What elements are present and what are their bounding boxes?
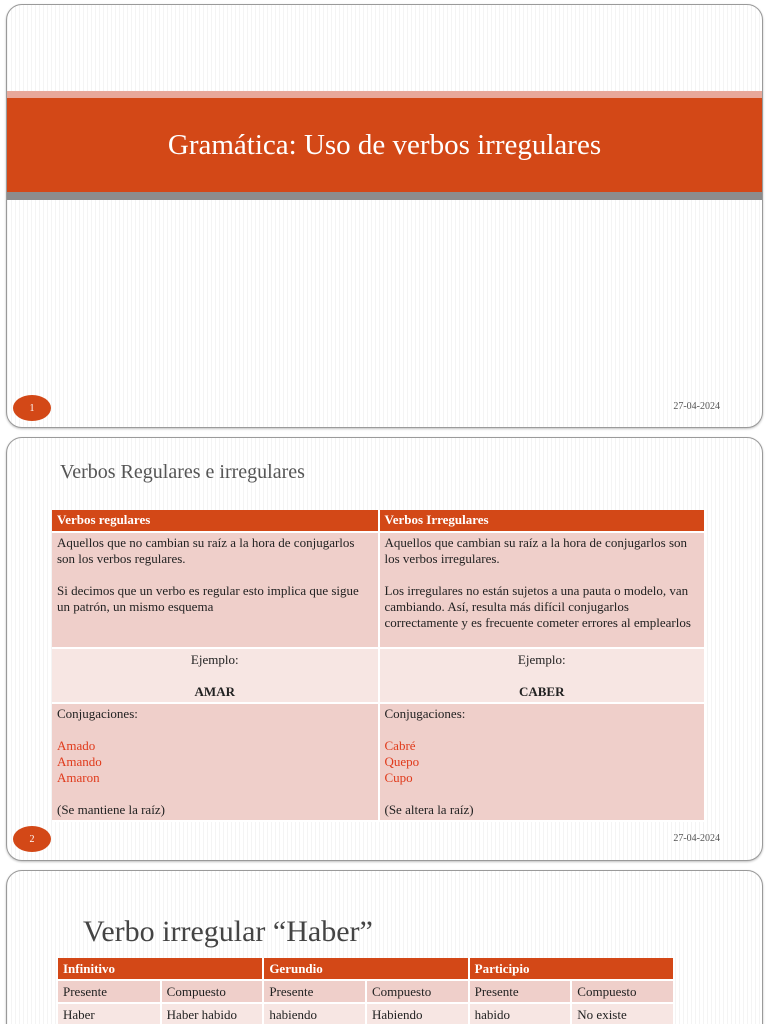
slide-2-title: Verbos Regulares e irregulares (60, 461, 305, 483)
regular-conjugation: Amado (57, 738, 96, 753)
header-regular: Verbos regulares (52, 510, 379, 532)
irregular-conjugation: Cabré (384, 738, 416, 753)
regular-conjugation: Amando (57, 754, 102, 769)
irregular-example-label: Ejemplo: (517, 652, 566, 667)
regular-conjugation: Amaron (57, 770, 100, 785)
table-cell: Habiendo (366, 1003, 469, 1024)
irregular-conjugation: Cupo (384, 770, 413, 785)
title-band-top-stripe (7, 91, 762, 98)
regular-example-cell (52, 648, 379, 703)
irregular-example-cell (379, 648, 706, 703)
irregular-conjugation: Quepo (384, 754, 420, 769)
table-row (58, 980, 674, 1003)
table-cell: Haber habido (161, 1003, 264, 1024)
slide-2[interactable] (6, 437, 763, 861)
irregular-definition-2: Los irregulares no están sujetos a una pauta o modelo, van cambiando. Así, resulta más difícil conjugarlos correctamente y es frecuente cometer errores al emplearlos (384, 583, 691, 630)
irregular-definition-cell (379, 532, 706, 648)
slide-3[interactable] (6, 870, 763, 1024)
table-cell: Compuesto (161, 980, 264, 1003)
table-cell: Presente (58, 980, 161, 1003)
header-irregular: Verbos Irregulares (379, 510, 706, 532)
table-cell: Compuesto (366, 980, 469, 1003)
table-row (52, 532, 705, 648)
regular-example-label: Ejemplo: (190, 652, 239, 667)
slide-1-title: Gramática: Uso de verbos irregulares (167, 128, 602, 161)
slide-1[interactable] (6, 4, 763, 428)
table-row (52, 703, 705, 821)
regular-example-verb: AMAR (194, 684, 235, 699)
haber-table (58, 958, 675, 1024)
table-cell: Compuesto (571, 980, 674, 1003)
irregular-conjugations-cell (379, 703, 706, 821)
regular-note: (Se mantiene la raíz) (57, 802, 165, 817)
table-cell: habido (469, 1003, 572, 1024)
irregular-example-verb: CABER (518, 684, 565, 699)
table-cell: Presente (263, 980, 366, 1003)
table-cell: No existe (571, 1003, 674, 1024)
page-number-badge: 2 (13, 826, 51, 852)
irregular-definition-1: Aquellos que cambian su raíz a la hora de conjugarlos son los verbos irregulares. (384, 535, 688, 566)
slide-date: 27-04-2024 (673, 401, 720, 412)
page-number-badge: 1 (13, 395, 51, 421)
regular-definition-cell (52, 532, 379, 648)
table-cell: Presente (469, 980, 572, 1003)
table-cell: Haber (58, 1003, 161, 1024)
title-band (7, 98, 762, 192)
slide-3-title: Verbo irregular “Haber” (83, 915, 373, 948)
table-cell: habiendo (263, 1003, 366, 1024)
regular-definition-2: Si decimos que un verbo es regular esto implica que sigue un patrón, un mismo esquema (57, 583, 359, 614)
table-row (52, 648, 705, 703)
title-band-bottom-stripe (7, 192, 762, 200)
irregular-note: (Se altera la raíz) (384, 802, 474, 817)
regular-conjugations-label: Conjugaciones: (57, 706, 138, 721)
header-infinitivo: Infinitivo (58, 958, 263, 980)
header-gerundio: Gerundio (263, 958, 468, 980)
header-participio: Participio (469, 958, 674, 980)
irregular-conjugations-label: Conjugaciones: (384, 706, 466, 721)
regular-definition-1: Aquellos que no cambian su raíz a la hora de conjugarlos son los verbos regulares. (57, 535, 355, 566)
regular-conjugations-cell (52, 703, 379, 821)
table-row (58, 1003, 674, 1024)
slide-date: 27-04-2024 (673, 833, 720, 844)
verbs-comparison-table (52, 510, 706, 822)
